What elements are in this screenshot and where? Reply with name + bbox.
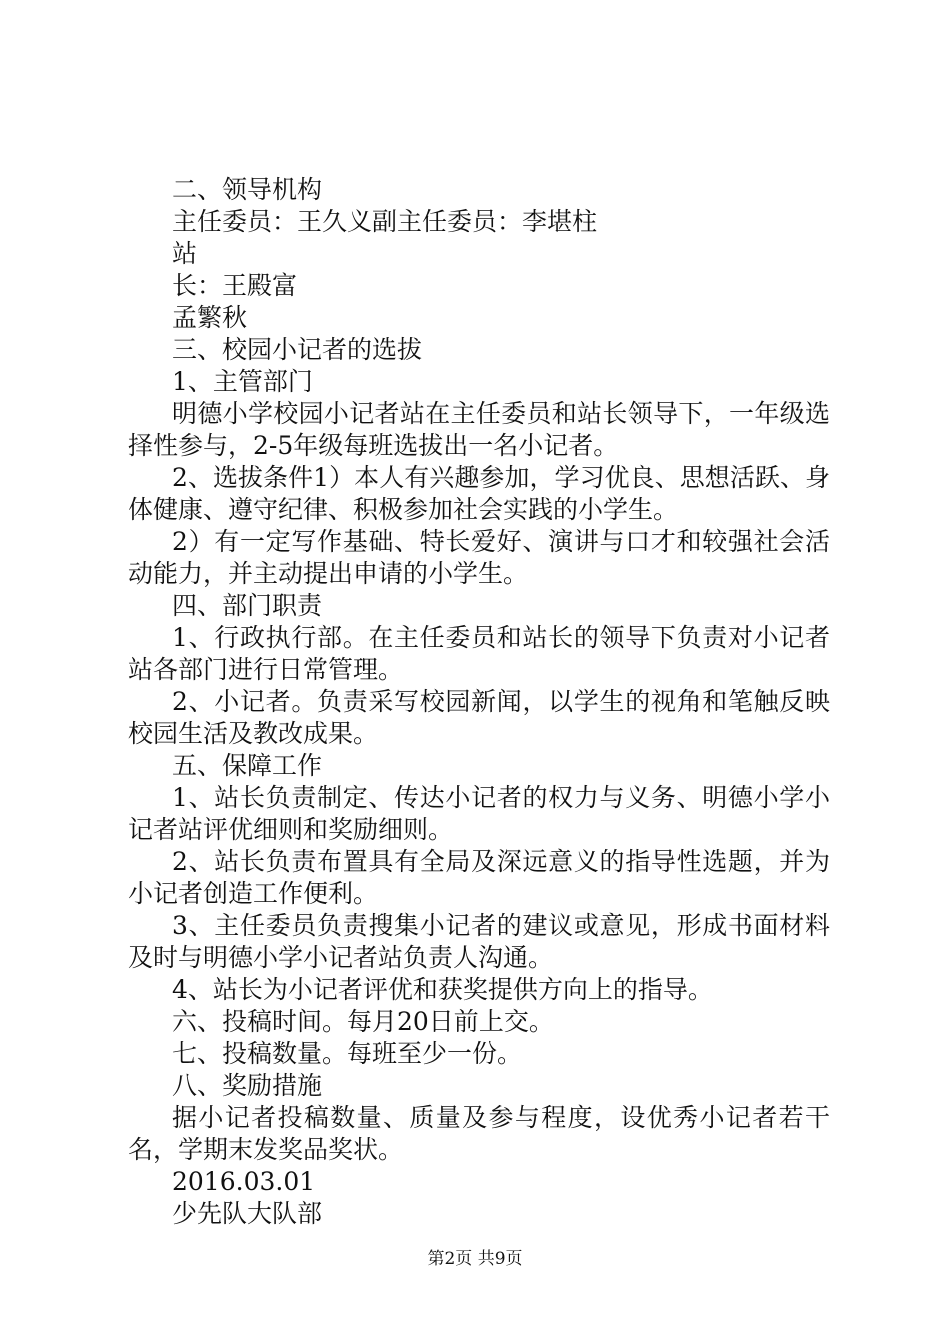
sub-heading: 1、主管部门 bbox=[172, 367, 313, 396]
date: 2016.03.01 bbox=[172, 1167, 316, 1196]
section-heading: 七、投稿数量。每班至少一份。 bbox=[172, 1039, 523, 1068]
paragraph: 2、小记者。负责采写校园新闻，以学生的视角和笔触反映校园生活及教改成果。 bbox=[128, 687, 830, 748]
paragraph: 1、站长负责制定、传达小记者的权力与义务、明德小学小记者站评优细则和奖励细则。 bbox=[128, 783, 830, 844]
text-line: 站 bbox=[172, 239, 198, 268]
paragraph: 2、站长负责布置具有全局及深远意义的指导性选题，并为小记者创造工作便利。 bbox=[128, 847, 830, 908]
document-body bbox=[128, 174, 830, 1230]
paragraph: 明德小学校园小记者站在主任委员和站长领导下，一年级选择性参与，2-5年级每班选拔出一名小记者。 bbox=[128, 399, 830, 460]
section-heading: 四、部门职责 bbox=[172, 591, 323, 620]
section-heading: 二、领导机构 bbox=[172, 175, 323, 204]
page-number: 第2页 共9页 bbox=[427, 1249, 523, 1269]
section-heading: 三、校园小记者的选拔 bbox=[172, 335, 423, 364]
paragraph: 1、行政执行部。在主任委员和站长的领导下负责对小记者站各部门进行日常管理。 bbox=[128, 623, 830, 684]
paragraph: 3、主任委员负责搜集小记者的建议或意见，形成书面材料及时与明德小学小记者站负责人沟通。 bbox=[128, 911, 830, 972]
text-line: 长：王殿富 bbox=[172, 271, 298, 300]
paragraph: 2）有一定写作基础、特长爱好、演讲与口才和较强社会活动能力，并主动提出申请的小学生。 bbox=[128, 527, 830, 588]
paragraph: 2、选拔条件1）本人有兴趣参加，学习优良、思想活跃、身体健康、遵守纪律、积极参加社会实践的小学生。 bbox=[128, 463, 830, 524]
text-line: 孟繁秋 bbox=[172, 303, 248, 332]
paragraph: 据小记者投稿数量、质量及参与程度，设优秀小记者若干名，学期末发奖品奖状。 bbox=[128, 1103, 830, 1164]
section-heading: 八、奖励措施 bbox=[172, 1071, 323, 1100]
text-line: 主任委员：王久义副主任委员：李堪柱 bbox=[172, 207, 598, 236]
signature: 少先队大队部 bbox=[172, 1199, 323, 1228]
section-heading: 五、保障工作 bbox=[172, 751, 323, 780]
text-line: 4、站长为小记者评优和获奖提供方向上的指导。 bbox=[172, 975, 713, 1004]
section-heading: 六、投稿时间。每月20日前上交。 bbox=[172, 1007, 554, 1036]
